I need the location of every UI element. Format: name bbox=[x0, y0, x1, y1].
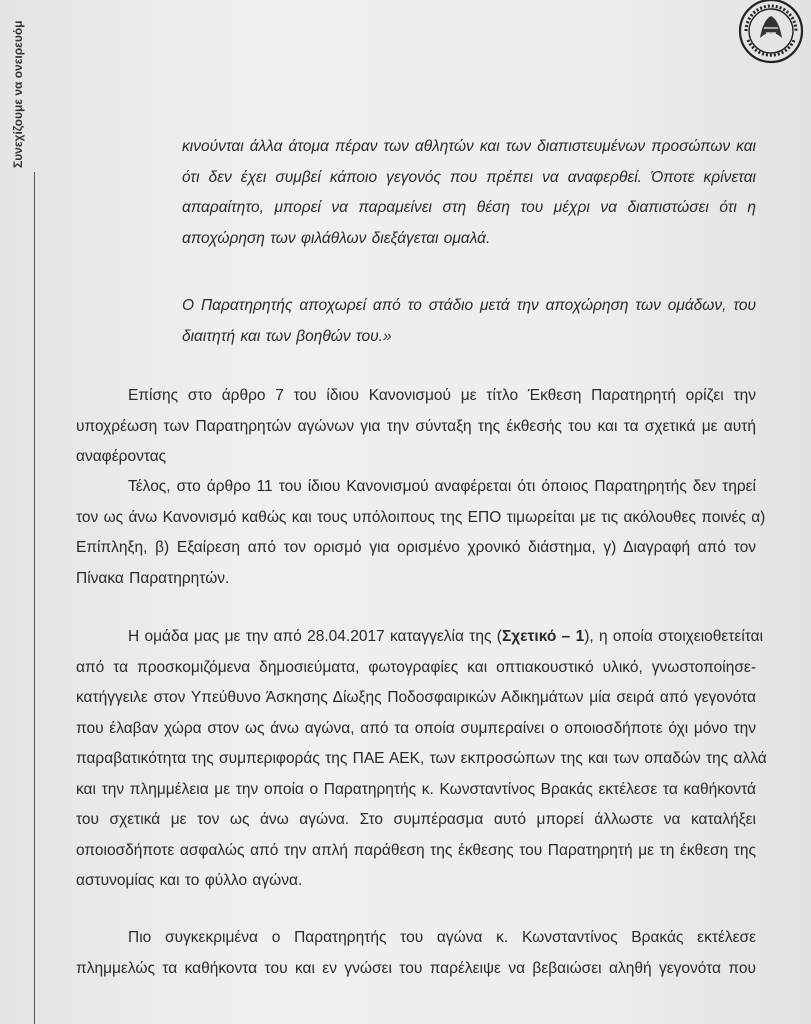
seal-stamp-icon bbox=[738, 0, 804, 64]
text-line: πλημμελώς τα καθήκοντα του και εν γνώσει του παρέλειψε να βεβαιώσει αληθή γεγονότα που bbox=[76, 959, 756, 977]
margin-note: Συνεχίζουμε να ονειρευόμ bbox=[11, 20, 25, 168]
complaint-paragraph bbox=[76, 622, 767, 897]
quote-paragraph-2 bbox=[182, 291, 756, 352]
text-line: αστυνομίας και το φύλλο αγώνα. bbox=[76, 872, 303, 889]
quote-paragraph-1 bbox=[182, 132, 756, 254]
text-line: και την πλημμέλεια με την οποία ο Παρατηρητής κ. Κωνσταντίνος Βρακάς εκτέλεσε τα καθήκοντά bbox=[76, 780, 756, 798]
complaint-line-end: ), η οποία στοιχειοθετείται bbox=[584, 628, 764, 645]
article-7-paragraph bbox=[76, 381, 756, 473]
text-line: Πίνακα Παρατηρητών. bbox=[76, 569, 230, 587]
text-line: αποχώρηση των φιλάθλων διεξάγεται ομαλά. bbox=[182, 229, 491, 247]
text-line: υποχρέωση των Παρατηρητών αγώνων για την σύνταξη της έκθεσής του και τα σχετικά με αυτή bbox=[76, 417, 756, 435]
final-paragraph bbox=[76, 923, 756, 984]
text-line: διαιτητή και των βοηθών του.» bbox=[182, 327, 392, 345]
text-line: κινούνται άλλα άτομα πέραν των αθλητών και των διαπιστευμένων προσώπων και bbox=[182, 138, 756, 155]
text-line: Ο Παρατηρητής αποχωρεί από το στάδιο μετά την αποχώρηση των ομάδων, του bbox=[182, 297, 756, 314]
text-line: τον ως άνω Κανονισμό καθώς και τους υπόλοιπους της ΕΠΟ τιμωρείται με τις ακόλουθες ποινές α) bbox=[76, 508, 766, 526]
text-line: από τα προσκομιζόμενα δημοσιεύματα, φωτογραφίες και οπτιακουστικό υλικό, γνωστοποίησε- bbox=[76, 658, 756, 676]
text-line: Τέλος, στο άρθρο 11 του ίδιου Κανονισμού αναφέρεται ότι όποιος Παρατηρητής δεν τηρεί bbox=[128, 478, 756, 495]
text-line: απαραίτητο, μπορεί να παραμείνει στη θέση του μέχρι να διαπιστώσει ότι η bbox=[182, 199, 756, 216]
text-line: παραβατικότητα της συμπεριφοράς της ΠΑΕ ΑΕΚ, των εκπροσώπων της και των οπαδών της αλλά bbox=[76, 750, 767, 767]
article-11-paragraph bbox=[76, 472, 766, 594]
text-line: Επίσης στο άρθρο 7 του ίδιου Κανονισμού με τίτλο Έκθεση Παρατηρητή ορίζει την bbox=[128, 387, 756, 404]
exhibit-reference: Σχετικό – 1 bbox=[501, 628, 585, 645]
text-line: κατήγγειλε στον Υπεύθυνο Άσκησης Δίωξης Ποδοσφαιρικών Αδικημάτων μία σειρά από γεγονότα bbox=[76, 689, 756, 706]
text-line: Πιο συγκεκριμένα ο Παρατηρητής του αγώνα κ. Κωνσταντίνος Βρακάς εκτέλεσε bbox=[128, 929, 756, 946]
text-line: που έλαβαν χώρα στον ως άνω αγώνα, από τα οποία συμπεραίνει ο οποιοσδήποτε όχι μόνο την bbox=[76, 719, 756, 737]
text-line bbox=[76, 622, 764, 653]
complaint-line-start: Η ομάδα μας με την από 28.04.2017 καταγγελία της ( bbox=[128, 628, 502, 645]
text-line: ότι δεν έχει συμβεί κάποιο γεγονός που πρέπει να αναφερθεί. Όποτε κρίνεται bbox=[182, 168, 756, 186]
text-line: Επίπληξη, β) Εξαίρεση από τον ορισμό για ορισμένο χρονικό διάστημα, γ) Διαγραφή από τον bbox=[76, 539, 756, 556]
text-line: αναφέροντας bbox=[76, 448, 167, 465]
margin-rule bbox=[34, 172, 35, 1024]
text-line: οποιοσδήποτε ασφαλώς από την απλή παράθεση της έκθεσης του Παρατηρητή με τη έκθεση της bbox=[76, 841, 756, 859]
text-line: του σχετικά με τον ως άνω αγώνα. Στο συμπέρασμα αυτό μπορεί άλλωστε να καταλήξει bbox=[76, 811, 756, 828]
